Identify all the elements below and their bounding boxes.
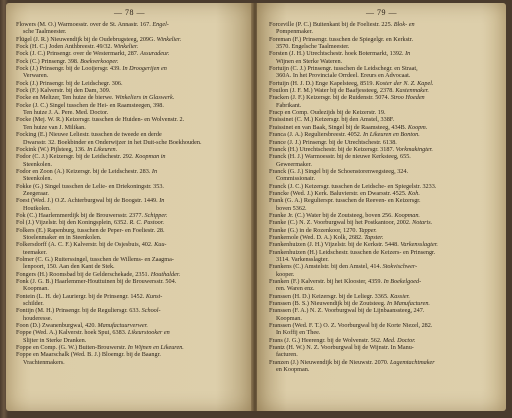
- left-page: [6, 3, 253, 411]
- directory-entry: [16, 219, 245, 226]
- entry-continuation: Vrachtenmakers.: [23, 358, 65, 366]
- entry-continuation: Slijter in Sterke Dranken.: [23, 336, 87, 344]
- directory-entry: [16, 271, 245, 278]
- entry-text: Fock (J.) Prinsengr. bij de Looijersgr. 439.: [16, 65, 121, 73]
- directory-entry: [269, 94, 498, 109]
- entry-text: Fortuijn (H. J. D.) Enge Kapelsteeg, 8519.: [269, 79, 374, 87]
- entry-occupation: Schipper.: [144, 211, 168, 219]
- directory-entry: [269, 300, 498, 307]
- entry-occupation: Winkelier.: [156, 35, 182, 43]
- entry-continuation: schilder.: [23, 300, 44, 308]
- entry-text: Fodor (C. J.) Keizersgr. bij de Leidschestr. 292.: [16, 153, 134, 161]
- entry-occupation: Kassier.: [390, 292, 410, 300]
- entry-occupation: Houthalder.: [150, 270, 181, 278]
- directory-entry: [16, 293, 245, 308]
- entry-continuation: Verwaren.: [23, 72, 49, 80]
- entry-occupation: In Droogerijen en: [122, 65, 167, 73]
- entry-occupation: Varkensslagter.: [400, 241, 438, 249]
- directory-entry: [16, 329, 245, 344]
- entry-occupation: Kastenmaker.: [395, 87, 429, 95]
- directory-entry: [16, 65, 245, 80]
- directory-entry: [16, 21, 245, 36]
- entry-occupation: Tapster.: [364, 233, 384, 241]
- directory-entry: [16, 87, 245, 94]
- entry-text: Fontein (L. H. de) Lauriergr. bij de Prinsengr. 1452.: [16, 292, 145, 300]
- entry-occupation: Koopm.: [407, 123, 428, 131]
- entry-occupation: Kunst-: [145, 292, 163, 300]
- entry-occupation: Stokvischwer-: [382, 263, 418, 271]
- entry-continuation: In Koffij en Thee.: [276, 329, 321, 337]
- entry-continuation: Fabrikant.: [276, 101, 302, 109]
- entry-continuation: Ten huize van J. Milikan.: [23, 123, 86, 131]
- directory-entry: [16, 212, 245, 219]
- page-number-right: — 79 —: [366, 8, 397, 17]
- directory-entry: [16, 36, 245, 43]
- entry-occupation: Vorkmakingter.: [395, 145, 433, 153]
- entry-text: Frankenhuizen (J. H.) Vijzelstr. bij de Kerkstr. 5448.: [269, 241, 399, 249]
- entry-continuation: houderesse.: [23, 314, 53, 322]
- entry-text: Flügel (J. R.) Nieuwendijk bij de Oudebrugsteeg, 209G.: [16, 35, 156, 43]
- entry-text: Folmer (C. G.) Ruiterssingel, tusschen de Willems- en Zaagma-: [16, 256, 174, 263]
- directory-entry: [269, 241, 498, 248]
- directory-entry: [16, 50, 245, 57]
- entry-text: Franca (J. A.) Reguliersbreestr. 4052.: [269, 131, 362, 139]
- entry-text: Folkersdorff (A. C. F.) Kalverstr. bij de Osjesbuis, 402.: [16, 241, 153, 249]
- directory-entry: [269, 190, 498, 197]
- directory-entries-left: [16, 21, 245, 366]
- entry-text: Frans (J. G.) Heerengr. bij de Wolvenstr. 562.: [269, 336, 382, 344]
- entry-text: Franck (J. C.) Keizersgr. tusschen de Leidsche- en Spiegelstr. 3233.: [269, 182, 437, 190]
- directory-entry: [16, 322, 245, 329]
- directory-entry: [269, 293, 498, 300]
- entry-occupation: Koopman in: [135, 153, 166, 161]
- directory-entry: [269, 131, 498, 138]
- directory-entry: [16, 131, 245, 146]
- directory-entry: [269, 109, 498, 116]
- entry-continuation: facturen.: [276, 351, 298, 359]
- entry-occupation: Med. Doctor.: [383, 336, 416, 344]
- entry-occupation: In Likeuren en Bonton.: [363, 131, 420, 139]
- directory-entry: [269, 212, 498, 219]
- entry-continuation: teemaker.: [23, 248, 47, 256]
- directory-entry: [269, 65, 498, 80]
- entry-text: Forsten (J. H.) Utrechtschestr. hoek Botermarkt, 1392.: [269, 50, 404, 58]
- directory-entry: [269, 197, 498, 212]
- entry-text: Franck (H. J.) Warmoesstr. bij de nieuwe Kerksteeg, 655.: [269, 153, 411, 161]
- entry-text: Fouilon (J. F. M.) Water bij de Baafjessteeg, 2378.: [269, 87, 394, 95]
- directory-entry: [16, 241, 245, 256]
- entry-occupation: Manufactuurverwer.: [97, 322, 148, 330]
- directory-entry: [269, 183, 498, 190]
- entry-continuation: sche Taalmeester.: [23, 28, 67, 36]
- entry-text: Franssen (Wed. F. T.) O. Z. Voorburgwal bij de Korte Niezel, 282.: [269, 322, 433, 330]
- entry-text: Fock (J. C.) Prinsengr. over de Westermarkt, 287.: [16, 50, 139, 58]
- entry-text: Frankens (C.) Amstelstr. bij den Amstel, 414.: [269, 263, 382, 271]
- entry-occupation: In Manufacturen.: [386, 300, 430, 308]
- directory-entry: [269, 344, 498, 359]
- entry-text: Forceville (P. C.) Buitenkant bij de Foeliestr. 225.: [269, 21, 393, 28]
- entry-text: Franssen (B. S.) Nieuwendijk bij de Zoutsteeg.: [269, 300, 386, 308]
- directory-entry: [269, 80, 498, 87]
- entry-text: Focke en Meltzer, Ten huize de bierwe.: [16, 94, 114, 102]
- directory-entry: [16, 344, 245, 351]
- entry-text: Franke Jr. (C.) Water bij de Zoutsteeg, boven 256.: [269, 211, 393, 219]
- directory-entry: [269, 50, 498, 65]
- entry-text: Frankenhuizen (H.) Leidschestr. tusschen de Keizers- en Prinsengr.: [269, 248, 436, 256]
- entry-text: Focke (J. C.) Singel tusschen de Hei- en Raamsteegen, 398.: [16, 101, 164, 109]
- directory-entry: [16, 183, 245, 198]
- entry-occupation: In Boekelgoed-: [383, 278, 422, 286]
- entry-text: Franck (H.) Utrechtschestr. bij de Keizersgr. 3187.: [269, 145, 395, 153]
- directory-entry: [269, 219, 498, 226]
- directory-entry: [16, 146, 245, 153]
- entry-continuation: lenpoort, 150. Aan den Kant de Stek.: [23, 263, 115, 271]
- directory-entry: [269, 278, 498, 293]
- entry-text: Franke (C.) N. Z. Voorburgwal bij het Postkantoor, 2002.: [269, 219, 411, 227]
- entry-continuation: Houtkolen.: [23, 204, 51, 212]
- entry-text: Fonk (J. G. B.) Haarlemmer-Houttuinen bij de Brouwersstr. 504.: [16, 278, 177, 286]
- directory-entry: [16, 153, 245, 168]
- directory-entry: [269, 337, 498, 344]
- directory-entry: [269, 116, 498, 123]
- entry-text: Frankemole (Wed. D. A.) Kolk, 2682.: [269, 233, 363, 241]
- entry-text: Fock (C.) Prinsengr. 398.: [16, 57, 79, 65]
- entry-occupation: In: [151, 167, 158, 175]
- entry-text: Folkers (E.) Rapenburg, tusschen de Peper- en Foeliestr. 28.: [16, 226, 165, 234]
- entry-occupation: Lagemtachtmaker: [389, 358, 435, 366]
- entry-text: Fortuijn (C. J.) Prinsengr. tusschen de Leidschegr. en Straat,: [269, 65, 418, 73]
- directory-entry: [269, 263, 498, 278]
- right-page: [257, 3, 506, 411]
- entry-occupation: Winkelier.: [113, 43, 139, 51]
- entry-continuation: Koopman.: [276, 314, 302, 322]
- entry-continuation: Pompenmaker.: [276, 28, 313, 36]
- entry-occupation: Notaris.: [412, 219, 433, 227]
- entry-text: Fongers (H.) Roomsbad bij de Gelderschekade, 2351.: [16, 270, 150, 278]
- entry-continuation: Commissionair.: [276, 175, 316, 183]
- entry-text: Fracken (J. F.) Keizersgr. bij de Ruidenstr. 5074.: [269, 94, 390, 102]
- entry-occupation: Likeurstooker en: [127, 329, 170, 337]
- directory-entry: [269, 21, 498, 36]
- entry-text: Fraissinet (C. M.) Keizersgr. bij den Amstel, 338F.: [269, 116, 395, 124]
- directory-entry: [16, 351, 245, 366]
- entry-text: Fok (C.) Haarlemmerdijk bij de Brouwersstr. 2377.: [16, 211, 143, 219]
- entry-text: Fokke (G.) Singel tusschen de Lelie- en Driekoningstr. 353.: [16, 182, 164, 190]
- entry-occupation: In Likeuren.: [87, 145, 118, 153]
- page-number-left: — 78 —: [114, 8, 145, 17]
- directory-entry: [16, 116, 245, 131]
- directory-entry: [16, 197, 245, 212]
- entry-occupation: Koster der N. Z. Kapel.: [375, 79, 434, 87]
- entry-text: Frank (G. A.) Regulierspr. tusschen de Reeven- en Keizersgr.: [269, 197, 421, 205]
- entry-continuation: Steenkolen.: [23, 175, 53, 183]
- directory-entry: [16, 80, 245, 87]
- entry-text: Foreman (F.) Prinsengr. tusschen de Spiegelgr. en Kerkstr.: [269, 35, 414, 43]
- entry-continuation: Ten huize J. A. Pere. Med. Doctor.: [23, 109, 109, 117]
- entry-text: Foppe en Comp. (G. W.) Buiten-Brouwerstr.: [16, 344, 127, 352]
- directory-entry: [269, 87, 498, 94]
- entry-continuation: Wijnen en Sterke Wateren.: [276, 57, 343, 65]
- entry-continuation: 360A. In het Provinciale Orrdeel. Ereurs en Advocaat.: [276, 72, 411, 80]
- directory-entries-right: [269, 21, 498, 374]
- entry-occupation: Kuu-: [154, 241, 167, 249]
- directory-entry: [16, 43, 245, 50]
- entry-text: Franssen (H. D.) Keizersgr. bij de Leliegr. 3365.: [269, 292, 389, 300]
- directory-entry: [16, 307, 245, 322]
- entry-text: Fock (J.) Prinsengr. bij de Leidschegr. 306.: [16, 79, 123, 87]
- entry-occupation: Tapper.: [358, 226, 377, 234]
- entry-text: Francke (Wed. J.) Kerk. Baluvierstr. en Dwarsstr. 4525.: [269, 189, 407, 197]
- entry-text: Foon (D.) Zwanenburgwal, 420.: [16, 322, 96, 330]
- entry-occupation: Koopman.: [394, 211, 420, 219]
- directory-entry: [269, 153, 498, 168]
- entry-continuation: ren. Waren enz.: [276, 285, 315, 293]
- entry-text: Foppe en Maarschalk (Wed. B. J.) Bloemgr. bij de Baangr.: [16, 351, 161, 359]
- entry-occupation: Assuradeur.: [139, 50, 170, 58]
- entry-occupation: Blok- en: [393, 21, 415, 28]
- directory-entry: [269, 322, 498, 337]
- entry-continuation: en Koopman.: [276, 366, 310, 374]
- entry-text: France (J. J.) Prinsengr. bij de Utrechtschestr. 6138.: [269, 138, 397, 146]
- directory-entry: [269, 168, 498, 183]
- entry-text: Flowers (M. O.) Warmoesstr. over de St. Annastr. 167.: [16, 21, 151, 28]
- directory-entry: [269, 146, 498, 153]
- directory-entry: [16, 256, 245, 271]
- directory-entry: [269, 307, 498, 322]
- entry-text: Franck (G. J.) Singel bij de Schoenstorenwegsteeg, 324.: [269, 167, 409, 175]
- directory-entry: [269, 359, 498, 374]
- entry-text: Franssen (F. A.) N. Z. Voorburgwal bij de Lijnbaanssteeg, 247.: [269, 307, 425, 315]
- entry-text: Franken (F.) Kalverstr. bij het Klooster, 4359.: [269, 278, 383, 286]
- directory-entry: [16, 227, 245, 242]
- directory-entry: [269, 139, 498, 146]
- entry-text: Fock (F.) Kalverstr. bij den Dam, 309.: [16, 87, 111, 95]
- entry-continuation: Zeegeraar.: [23, 189, 49, 197]
- entry-text: Fockink (W.) Pijlsteeg, 136.: [16, 145, 86, 153]
- directory-entry: [269, 234, 498, 241]
- entry-continuation: Koopman.: [23, 285, 49, 293]
- entry-continuation: boven 5362.: [276, 204, 307, 212]
- directory-entry: [269, 124, 498, 131]
- entry-text: Franke (G.) in de Rozenkoor, 1270.: [269, 226, 358, 234]
- entry-text: Fol (J.) Vijzelstr. bij den Koningsplein, 6352.: [16, 219, 128, 227]
- entry-occupation: In: [159, 197, 165, 205]
- entry-occupation: Engel-: [152, 21, 169, 28]
- entry-occupation: Stroo Hoeden: [390, 94, 425, 102]
- directory-entry: [16, 94, 245, 101]
- directory-entry: [16, 102, 245, 117]
- entry-continuation: Dwarsstr. 32. Boekbinder en Onderwijzer in het Duit-sche Boekhouden.: [23, 138, 202, 146]
- directory-entry: [16, 58, 245, 65]
- directory-entry: [16, 168, 245, 183]
- entry-text: Focking (E.) Nieuwe Leliestr. tusschen de tweede en derde: [16, 131, 162, 139]
- entry-text: Fraissinet en van Baak, Singel bij de Raamsteeg, 434B.: [269, 123, 407, 131]
- entry-continuation: Geweermaker.: [276, 160, 312, 168]
- entry-text: Focke (Mej. W. R.) Keizersgr. tusschen de Huiden- en Wolvenstr. 2.: [16, 116, 185, 124]
- entry-continuation: Stoelenmaker en in Steenkolen.: [23, 233, 102, 241]
- entry-occupation: Winkeliers in Glaswerk.: [115, 94, 175, 102]
- entry-text: Fracp en Comp. Oudezijds bij de Keizerstr. 19.: [269, 109, 386, 117]
- entry-text: Foppe (Wed. A.) Kalverstr. hoek Spui, 6383.: [16, 329, 127, 337]
- entry-continuation: 3570. Engelsche Taalmeester.: [276, 43, 350, 51]
- entry-text: Fontijn (M. H.) Prinsengr. bij de Reguliersgr. 633.: [16, 307, 141, 315]
- entry-occupation: Boekverkooper.: [80, 57, 119, 65]
- entry-continuation: kooper.: [276, 270, 295, 278]
- directory-entry: [269, 227, 498, 234]
- directory-entry: [269, 36, 498, 51]
- entry-occupation: In Wijnen en Likeuren.: [127, 344, 184, 352]
- entry-text: Franzen (J.) Nieuwendijk bij de Nieuwstr. 2070.: [269, 358, 389, 366]
- entry-occupation: In: [405, 50, 411, 58]
- entry-continuation: 3114. Varkensslagter.: [276, 256, 329, 263]
- directory-entry: [16, 278, 245, 293]
- entry-continuation: Steenkolen.: [23, 160, 53, 168]
- entry-occupation: Koh.: [408, 189, 420, 197]
- directory-entry: [269, 249, 498, 264]
- entry-occupation: School-: [141, 307, 161, 315]
- entry-text: Frantz (H. W.) N. Z. Voorburgwal bij de Wijnstr. In Manu-: [269, 344, 414, 352]
- entry-text: Foest (Wed. J.) O.Z. Achterburgwal bij de Boogstr. 1449.: [16, 197, 158, 205]
- entry-text: Fock (H. C.) Joden Anthbreestr. 49/32.: [16, 43, 113, 51]
- entry-text: Fodor en Zoon (A.) Keizersgr. bij de Leidschestr. 283.: [16, 167, 151, 175]
- entry-occupation: R. C. Pastoor.: [129, 219, 165, 227]
